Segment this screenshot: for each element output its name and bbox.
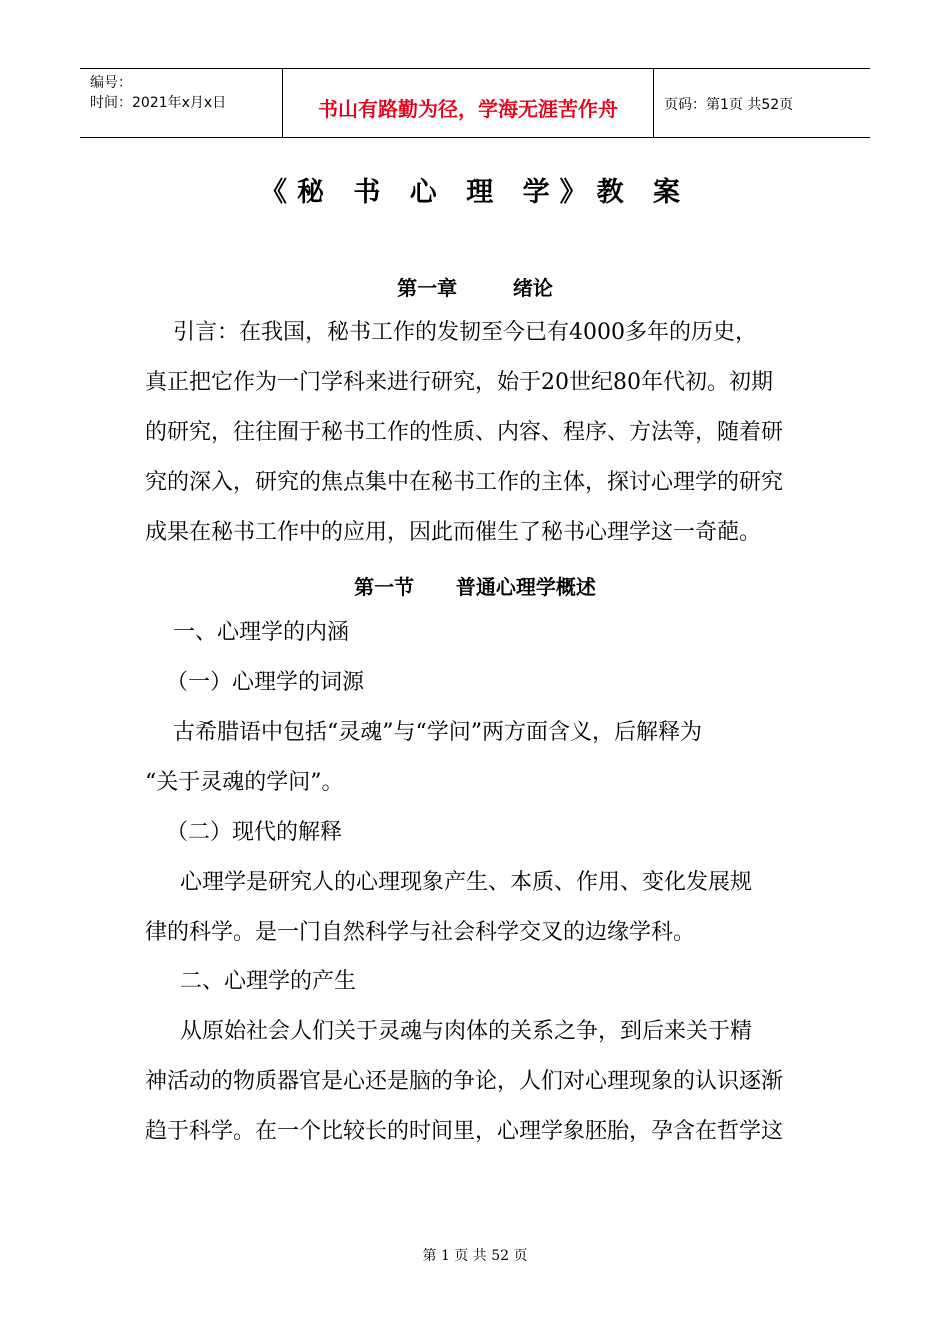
body-line: 一、心理学的内涵 [145, 620, 349, 645]
section-heading: 第一节 普通心理学概述 [354, 575, 596, 599]
header-middle-cell [282, 69, 654, 137]
body-line: 古希腊语中包括“灵魂”与“学问”两方面含义，后解释为 [145, 720, 702, 745]
serial-number-label: 编号： [90, 75, 132, 91]
chapter-heading: 第一章 绪论 [397, 276, 553, 300]
body-line: （二）现代的解释 [145, 820, 342, 845]
body-line: 心理学是研究人的心理现象产生、本质、作用、变化发展规 [145, 870, 752, 895]
document-header [80, 68, 870, 138]
body-line: 神活动的物质器官是心还是脑的争论，人们对心理现象的认识逐渐 [145, 1069, 784, 1094]
header-right-cell [654, 69, 870, 137]
intro-line: 究的深入，研究的焦点集中在秘书工作的主体，探讨心理学的研究 [145, 470, 784, 495]
date-label: 时间：2021年x月x日 [90, 95, 227, 111]
body-line: “关于灵魂的学问”。 [145, 770, 344, 795]
header-motto: 书山有路勤为径，学海无涯苦作舟 [318, 97, 618, 121]
header-left-cell [80, 69, 282, 137]
intro-line: 的研究，往往囿于秘书工作的性质、内容、程序、方法等，随着研 [145, 420, 784, 445]
body-line: 趋于科学。在一个比较长的时间里，心理学象胚胎，孕含在哲学这 [145, 1119, 784, 1144]
document-title: 《秘 书 心 理 学》教 案 [260, 177, 690, 208]
intro-line: 真正把它作为一门学科来进行研究，始于20世纪80年代初。初期 [145, 370, 773, 395]
body-line: （一）心理学的词源 [145, 670, 364, 695]
body-line: 律的科学。是一门自然科学与社会科学交叉的边缘学科。 [145, 920, 696, 945]
body-line: 从原始社会人们关于灵魂与肉体的关系之争，到后来关于精 [145, 1019, 752, 1044]
body-line: 二、心理学的产生 [145, 969, 356, 994]
header-page-info: 页码：第1页 共52页 [664, 97, 794, 113]
intro-line: 成果在秘书工作中的应用，因此而催生了秘书心理学这一奇葩。 [145, 520, 762, 545]
page-footer: 第 1 页 共 52 页 [422, 1248, 528, 1264]
intro-line: 引言：在我国，秘书工作的发韧至今已有4000多年的历史， [145, 320, 757, 345]
